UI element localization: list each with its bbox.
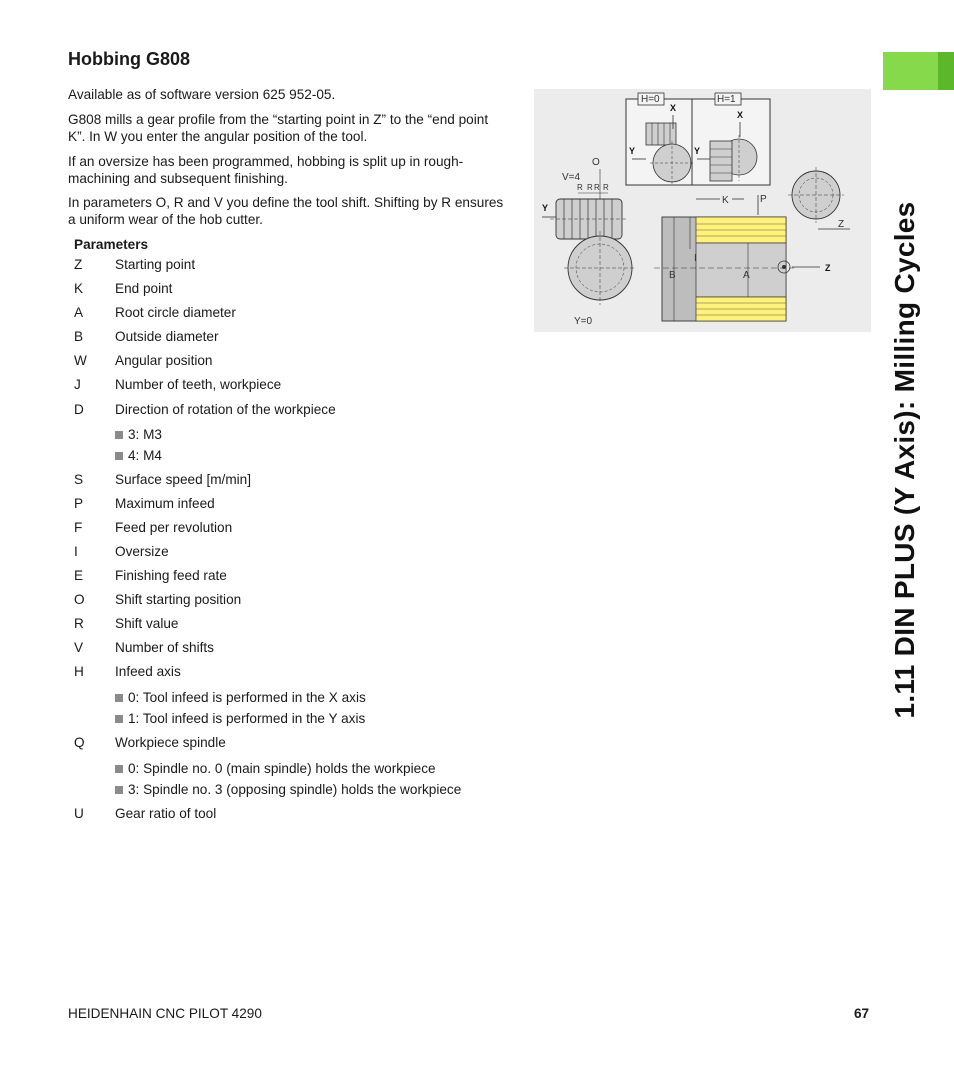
param-desc: Infeed axis bbox=[115, 664, 181, 679]
option-text: 4: M4 bbox=[128, 448, 162, 463]
param-row-k bbox=[74, 281, 172, 296]
label-r-3: R bbox=[594, 183, 600, 192]
bullet-square-icon bbox=[115, 431, 123, 439]
param-code: O bbox=[74, 592, 85, 607]
label-k: K bbox=[722, 195, 729, 206]
param-row-e bbox=[74, 568, 227, 583]
option-d-0 bbox=[115, 427, 162, 442]
param-code: W bbox=[74, 353, 87, 368]
param-desc: Shift value bbox=[115, 616, 179, 631]
option-h-1 bbox=[115, 711, 365, 726]
param-desc: Maximum infeed bbox=[115, 496, 215, 511]
intro-paragraph-1: Available as of software version 625 952-05. bbox=[68, 87, 336, 102]
label-h0: H=0 bbox=[641, 94, 660, 105]
param-row-h bbox=[74, 664, 181, 679]
param-desc: Feed per revolution bbox=[115, 520, 233, 535]
label-y-inset0: Y bbox=[629, 146, 636, 156]
option-text: 3: M3 bbox=[128, 427, 162, 442]
param-code: Z bbox=[74, 257, 83, 272]
param-row-b bbox=[74, 329, 219, 344]
footer-product: HEIDENHAIN CNC PILOT 4290 bbox=[68, 1006, 262, 1021]
label-y-main: Y bbox=[542, 203, 549, 213]
param-code: E bbox=[74, 568, 84, 583]
param-desc: Finishing feed rate bbox=[115, 568, 227, 583]
param-code: A bbox=[74, 305, 84, 320]
option-text: 0: Tool infeed is performed in the X axis bbox=[128, 690, 366, 705]
workpiece-gear bbox=[564, 231, 636, 305]
intro-paragraph-4: In parameters O, R and V you define the tool shift. Shifting by R ensures a uniform wear of the hob cutter. bbox=[68, 195, 504, 227]
label-r-1: R bbox=[577, 183, 583, 192]
option-d-1 bbox=[115, 448, 162, 463]
label-p: P bbox=[760, 194, 767, 205]
gear-side-view bbox=[788, 167, 844, 223]
param-desc: End point bbox=[115, 281, 173, 296]
intro-paragraph-2: G808 mills a gear profile from the “starting point in Z” to the “end point K”. In W you enter the angular position of the tool. bbox=[68, 112, 489, 144]
param-row-q bbox=[74, 735, 226, 750]
param-row-d bbox=[74, 402, 336, 417]
param-row-s bbox=[74, 472, 251, 487]
param-desc: Oversize bbox=[115, 544, 169, 559]
param-code: F bbox=[74, 520, 83, 535]
option-q-1 bbox=[115, 782, 461, 797]
param-code: K bbox=[74, 281, 84, 296]
label-r-4: R bbox=[603, 183, 609, 192]
param-code: V bbox=[74, 640, 84, 655]
bullet-square-icon bbox=[115, 694, 123, 702]
label-h1: H=1 bbox=[717, 94, 736, 105]
param-code: P bbox=[74, 496, 84, 511]
option-h-0 bbox=[115, 690, 366, 705]
param-row-i bbox=[74, 544, 169, 559]
param-desc: Surface speed [m/min] bbox=[115, 472, 251, 487]
bullet-square-icon bbox=[115, 765, 123, 773]
param-row-a bbox=[74, 305, 236, 320]
param-row-f bbox=[74, 520, 232, 535]
param-row-u bbox=[74, 806, 216, 821]
param-code: D bbox=[74, 402, 84, 417]
label-b: B bbox=[669, 270, 676, 281]
label-a: A bbox=[743, 270, 750, 281]
param-row-v bbox=[74, 640, 214, 655]
param-row-j bbox=[74, 377, 281, 392]
param-row-z bbox=[74, 257, 195, 272]
chapter-tab bbox=[883, 52, 954, 90]
param-code: H bbox=[74, 664, 84, 679]
workpiece-profile bbox=[654, 217, 794, 321]
page-number: 67 bbox=[854, 1006, 870, 1021]
param-desc: Workpiece spindle bbox=[115, 735, 226, 750]
param-code: R bbox=[74, 616, 84, 631]
option-text: 0: Spindle no. 0 (main spindle) holds the workpiece bbox=[128, 761, 436, 776]
param-desc: Angular position bbox=[115, 353, 213, 368]
bullet-square-icon bbox=[115, 452, 123, 460]
hobbing-diagram bbox=[534, 89, 871, 332]
hobbing-diagram-svg bbox=[534, 89, 871, 332]
label-y-inset1: Y bbox=[694, 146, 701, 156]
param-desc: Shift starting position bbox=[115, 592, 242, 607]
label-x-inset0: X bbox=[670, 103, 677, 113]
param-code: S bbox=[74, 472, 84, 487]
param-code: Q bbox=[74, 735, 85, 750]
param-row-p bbox=[74, 496, 215, 511]
param-row-o bbox=[74, 592, 241, 607]
param-code: B bbox=[74, 329, 84, 344]
param-desc: Direction of rotation of the workpiece bbox=[115, 402, 336, 417]
hob-cutter bbox=[550, 199, 628, 239]
label-x-inset1: X bbox=[737, 110, 744, 120]
option-text: 1: Tool infeed is performed in the Y axis bbox=[128, 711, 366, 726]
label-i: I bbox=[694, 253, 697, 264]
param-desc: Starting point bbox=[115, 257, 196, 272]
chapter-side-title-text: 1.11 DIN PLUS (Y Axis): Milling Cycles bbox=[889, 201, 920, 719]
param-row-r bbox=[74, 616, 178, 631]
label-z-main: Z bbox=[825, 263, 831, 273]
bullet-square-icon bbox=[115, 715, 123, 723]
label-v4: V=4 bbox=[562, 172, 581, 183]
label-y0: Y=0 bbox=[574, 316, 593, 327]
bullet-square-icon bbox=[115, 786, 123, 794]
param-code: I bbox=[74, 544, 78, 559]
parameters-label: Parameters bbox=[74, 237, 149, 252]
option-q-0 bbox=[115, 761, 436, 776]
param-desc: Number of teeth, workpiece bbox=[115, 377, 282, 392]
option-text: 3: Spindle no. 3 (opposing spindle) holds the workpiece bbox=[128, 782, 462, 797]
intro-paragraph-3: If an oversize has been programmed, hobbing is split up in rough-machining and subsequent finishing. bbox=[68, 154, 464, 186]
param-desc: Number of shifts bbox=[115, 640, 214, 655]
label-z-side: Z bbox=[838, 219, 845, 230]
param-desc: Outside diameter bbox=[115, 329, 219, 344]
label-o: O bbox=[592, 157, 600, 168]
page-heading: Hobbing G808 bbox=[68, 49, 191, 69]
param-desc: Root circle diameter bbox=[115, 305, 236, 320]
param-code: U bbox=[74, 806, 84, 821]
label-r-2: R bbox=[587, 183, 593, 192]
param-code: J bbox=[74, 377, 81, 392]
param-desc: Gear ratio of tool bbox=[115, 806, 217, 821]
param-row-w bbox=[74, 353, 213, 368]
